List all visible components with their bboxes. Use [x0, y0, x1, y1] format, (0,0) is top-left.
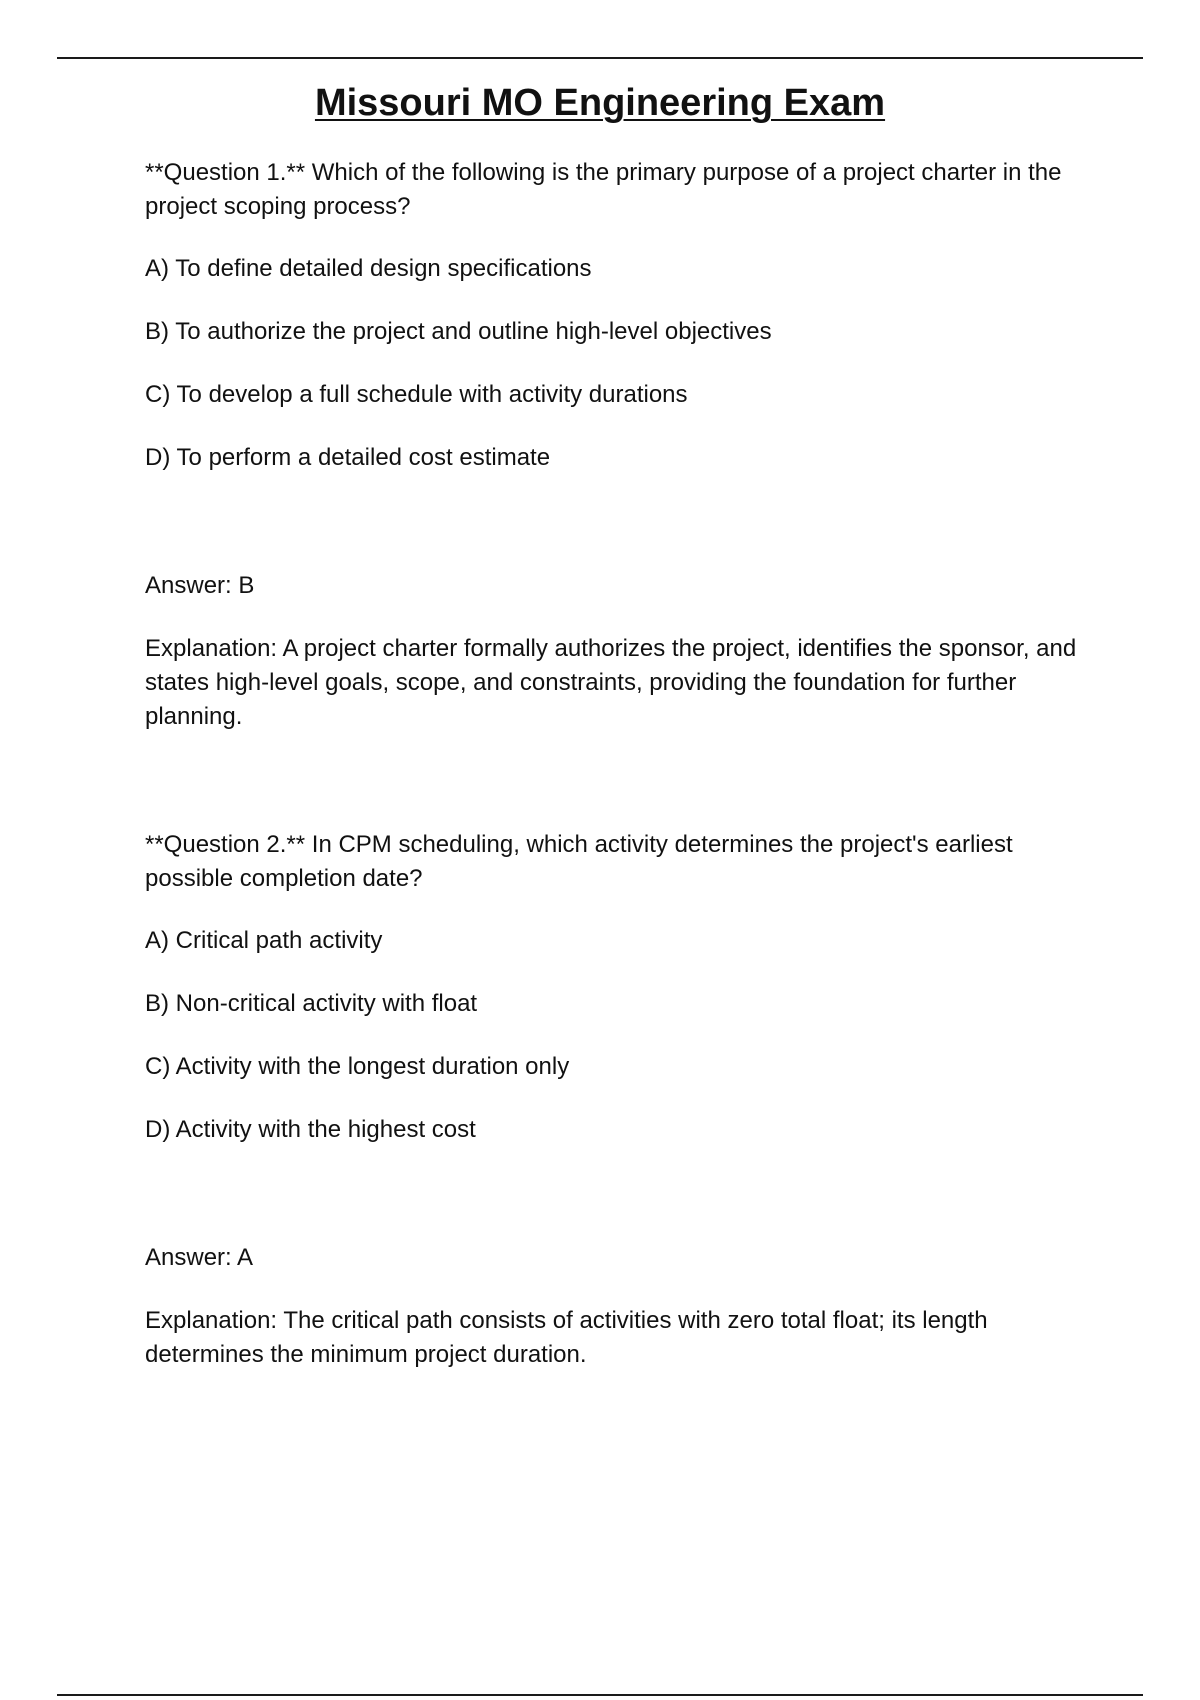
- page-title-text: Missouri MO Engineering Exam: [314, 82, 886, 124]
- option-b: B) To authorize the project and outline high-level objectives: [145, 318, 772, 345]
- explanation-text: Explanation: A project charter formally authorizes the project, identifies the sponsor, and states high-level goals, scope, and constraints, providing the foundation for further planning.: [145, 635, 1077, 730]
- option-a: A) Critical path activity: [145, 927, 383, 954]
- question-block-1: [145, 156, 1085, 734]
- footer-rule: [57, 1694, 1143, 1696]
- answer-text: Answer: A: [145, 1244, 254, 1271]
- question-block-2: [145, 828, 1085, 1372]
- option-d: D) Activity with the highest cost: [145, 1116, 476, 1143]
- answer-text: Answer: B: [145, 572, 255, 599]
- option-c: C) To develop a full schedule with activity durations: [145, 381, 688, 408]
- question-text: **Question 1.** Which of the following is the primary purpose of a project charter in the project scoping process?: [145, 159, 1062, 220]
- page-title: [0, 80, 1200, 126]
- document-body: [145, 156, 1085, 1466]
- explanation-text: Explanation: The critical path consists of activities with zero total float; its length determines the minimum project duration.: [145, 1307, 988, 1368]
- header-rule: [57, 57, 1143, 59]
- option-c: C) Activity with the longest duration only: [145, 1053, 570, 1080]
- option-d: D) To perform a detailed cost estimate: [145, 444, 551, 471]
- option-a: A) To define detailed design specifications: [145, 255, 592, 282]
- option-b: B) Non-critical activity with float: [145, 990, 478, 1017]
- question-text: **Question 2.** In CPM scheduling, which activity determines the project's earliest possible completion date?: [145, 831, 1013, 892]
